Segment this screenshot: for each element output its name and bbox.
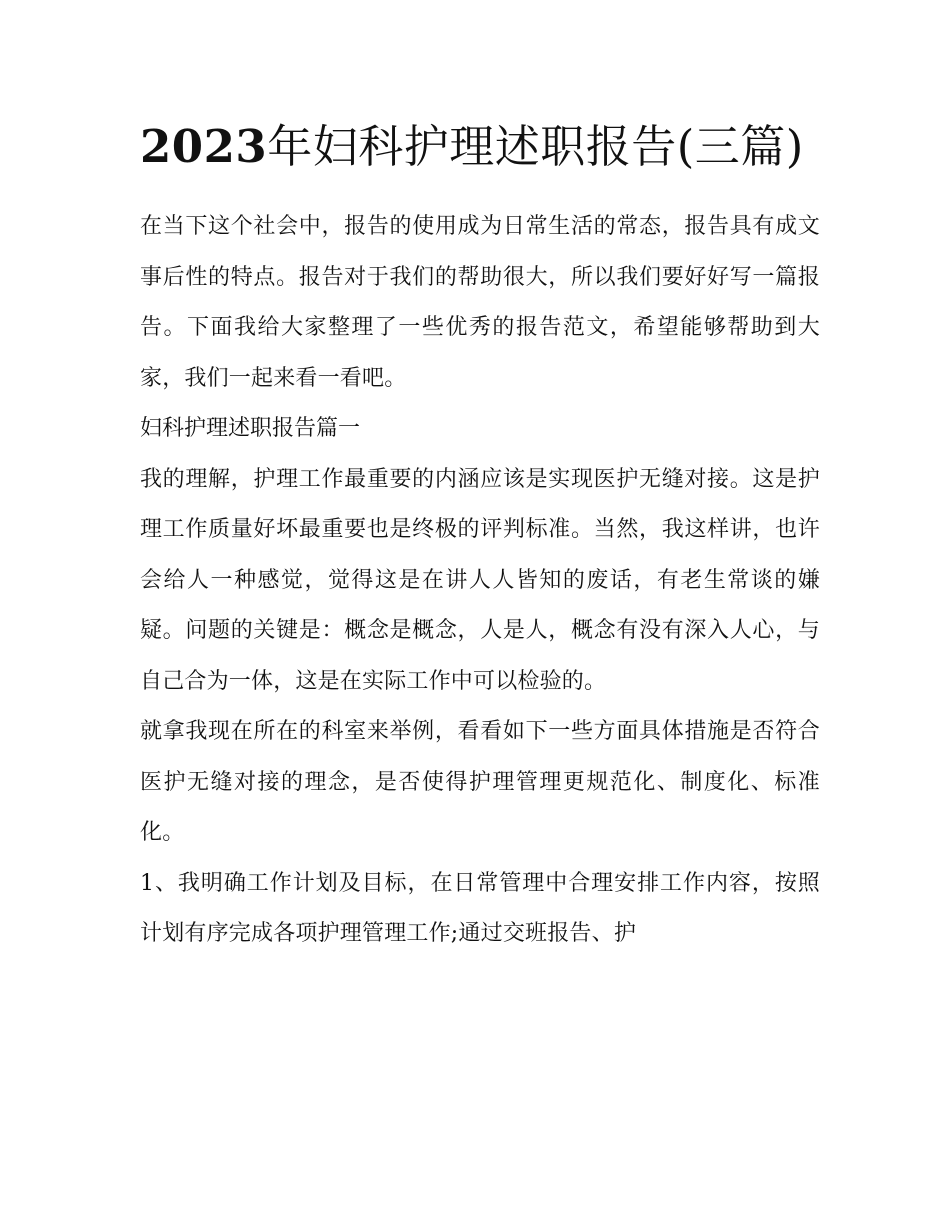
section-heading: 妇科护理述职报告篇一 bbox=[140, 416, 361, 441]
body-paragraph-1: 我的理解，护理工作最重要的内涵应该是实现医护无缝对接。这是护理工作质量好坏最重要也是终极的评判标准。当然，我这样讲，也许会给人一种感觉，觉得这是在讲人人皆知的废话，有老生常谈的嫌疑。问题的关键是：概念是概念，人是人，概念有没有深入人心，与自己合为一体，这是在实际工作中可以检验的。 bbox=[140, 466, 820, 694]
title-year: 2023 bbox=[140, 120, 268, 173]
body-paragraph-3: 1、我明确工作计划及目标，在日常管理中合理安排工作内容，按照计划有序完成各项护理管理工作;通过交班报告、护 bbox=[140, 870, 820, 946]
body-paragraph-2: 就拿我现在所在的科室来举例，看看如下一些方面具体措施是否符合医护无缝对接的理念，是否使得护理管理更规范化、制度化、标准化。 bbox=[140, 719, 820, 845]
intro-paragraph: 在当下这个社会中，报告的使用成为日常生活的常态，报告具有成文事后性的特点。报告对于我们的帮助很大，所以我们要好好写一篇报告。下面我给大家整理了一些优秀的报告范文，希望能够帮助到大家，我们一起来看一看吧。 bbox=[140, 214, 820, 391]
document-title bbox=[140, 112, 820, 182]
title-text: 年妇科护理述职报告(三篇) bbox=[267, 120, 804, 173]
document-page bbox=[140, 112, 820, 960]
